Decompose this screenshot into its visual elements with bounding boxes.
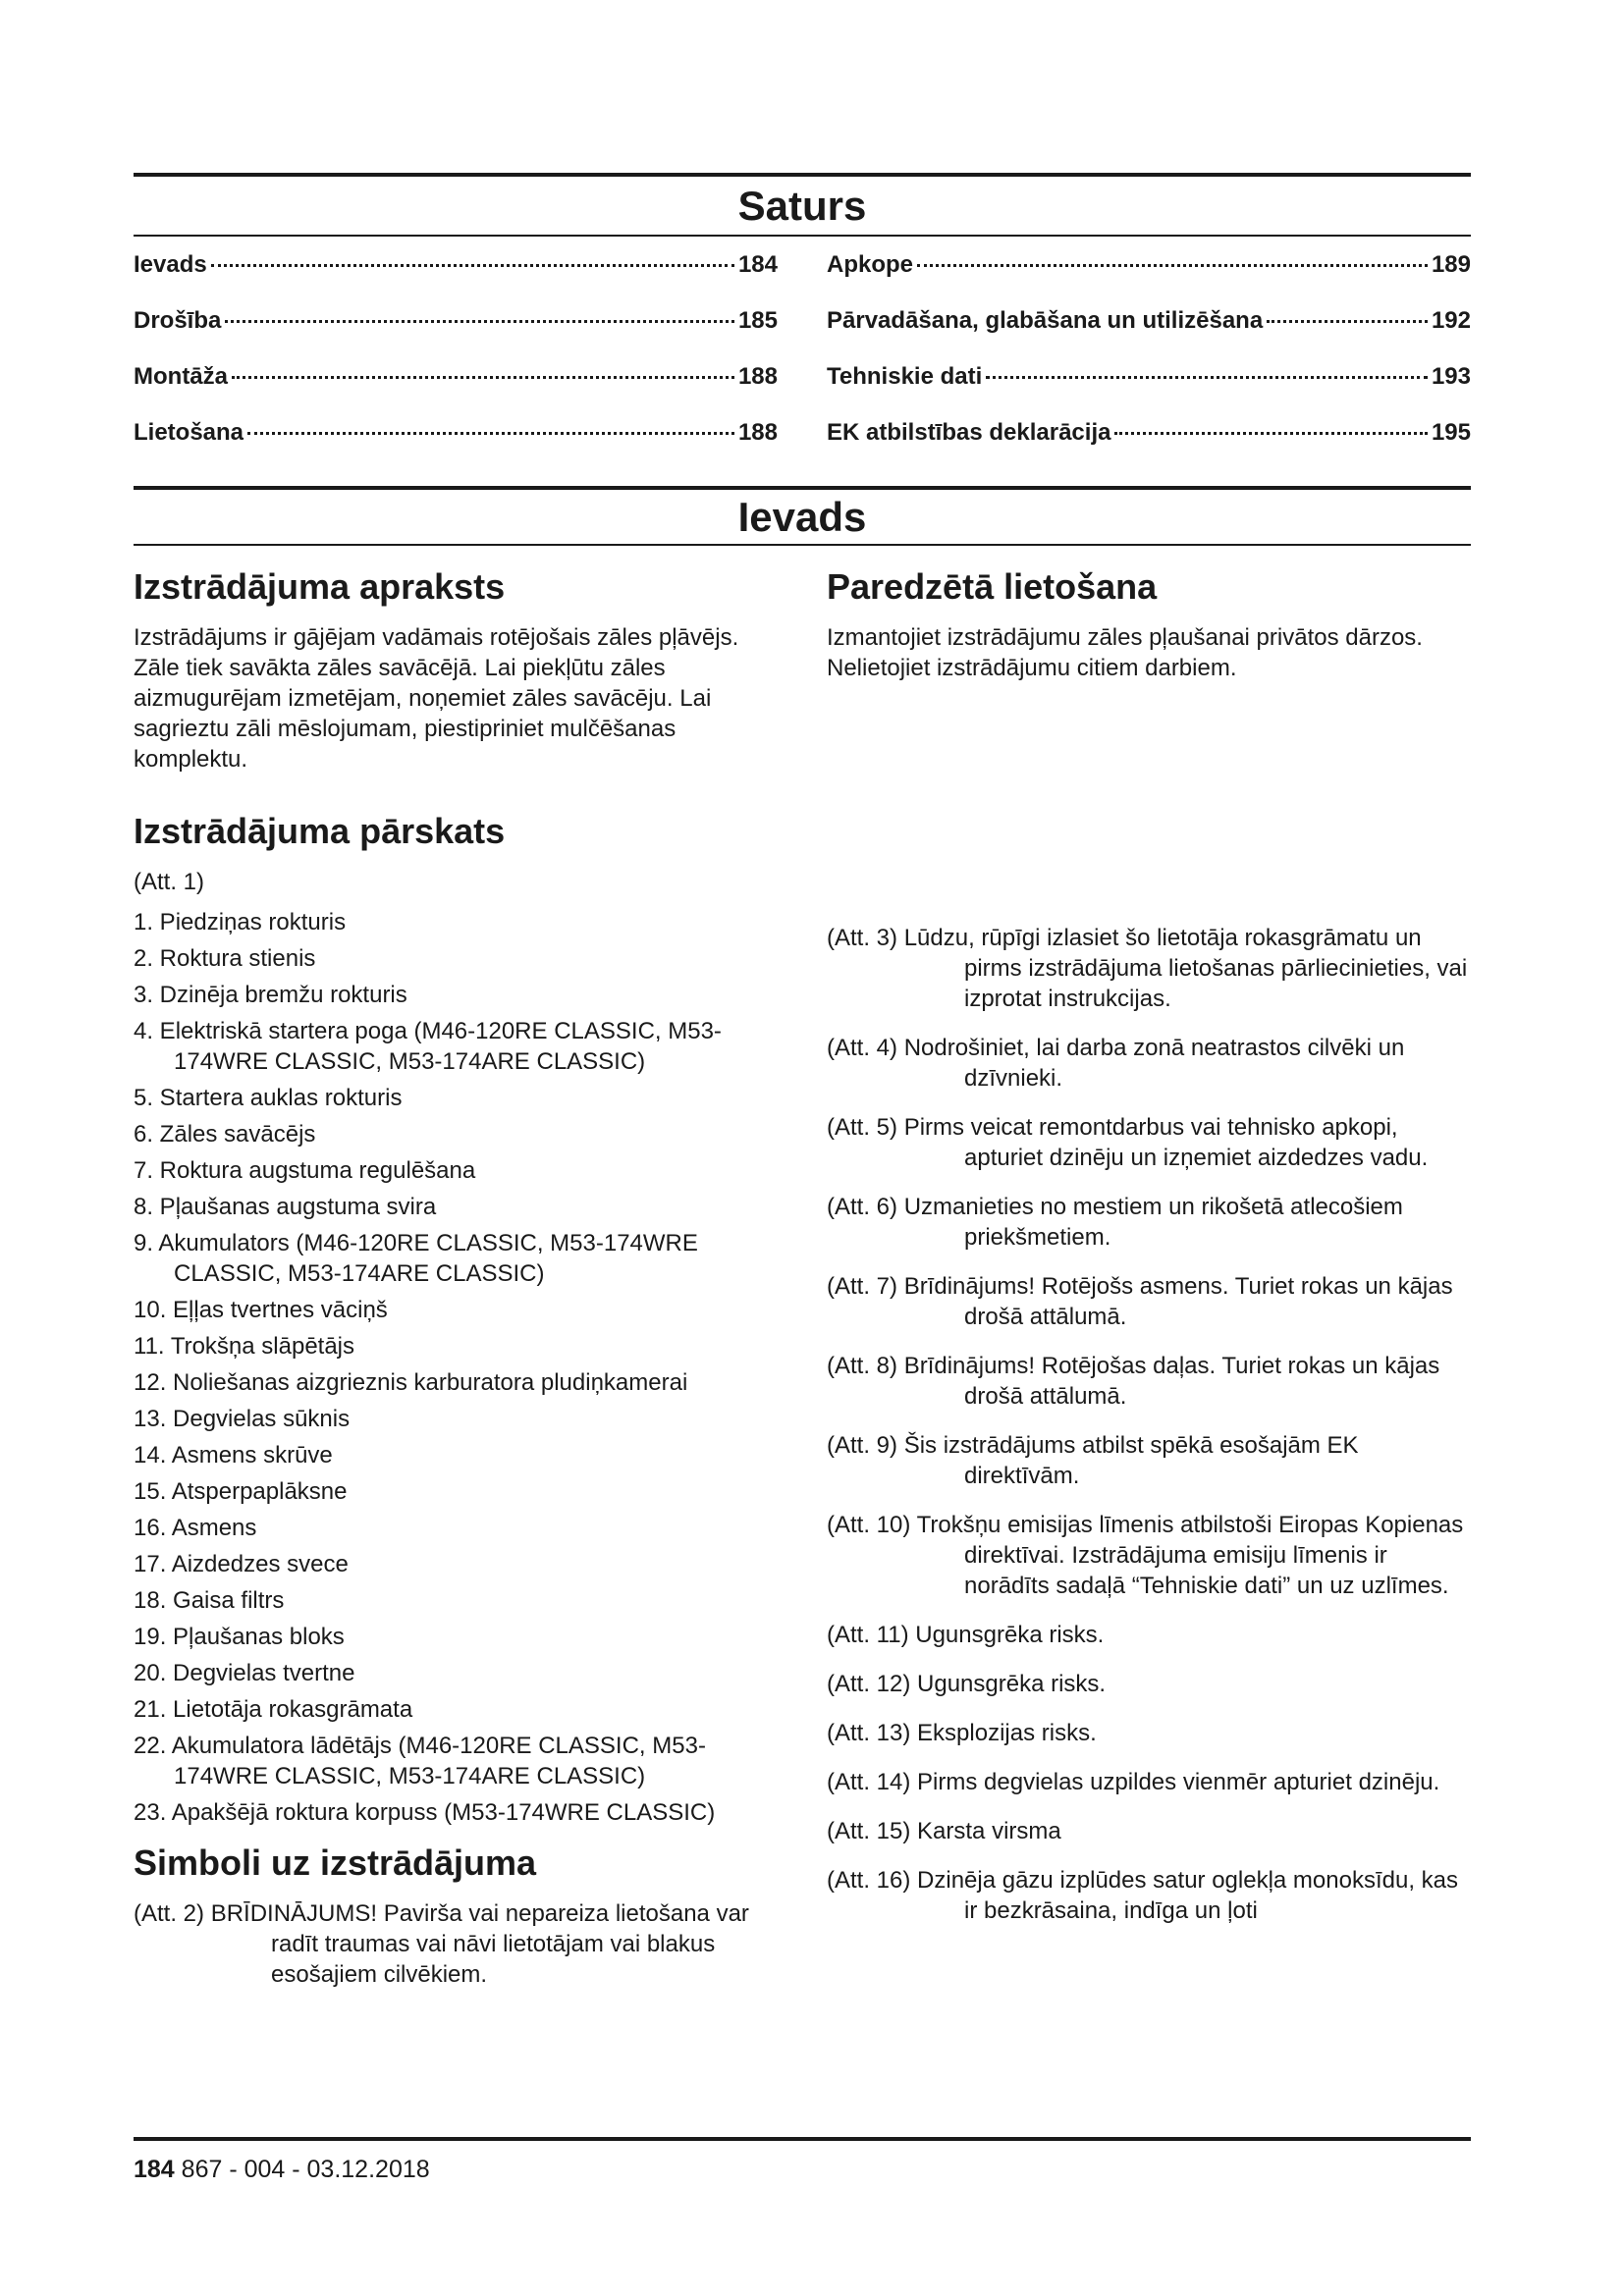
toc-dot-leader bbox=[1114, 432, 1427, 435]
symbol-entry bbox=[827, 1620, 1471, 1650]
symbol-text: Uzmanieties no mestiem un rikošetā atlecošiem priekšmetiem. bbox=[903, 1194, 1403, 1251]
list-item: 7. Roktura augstuma regulēšana bbox=[134, 1157, 476, 1184]
symbol-figure-ref: (Att. 5) bbox=[827, 1114, 898, 1141]
page-number: 184 bbox=[134, 2156, 175, 2183]
toc-entry[interactable] bbox=[134, 419, 778, 475]
toc-dot-leader bbox=[211, 264, 734, 267]
toc-entry-label: Apkope bbox=[827, 251, 914, 278]
list-item: 13. Degvielas sūknis bbox=[134, 1406, 351, 1432]
toc-entry-page: 195 bbox=[1431, 419, 1471, 446]
intended-use-heading: Paredzētā lietošana bbox=[827, 566, 1158, 607]
symbol-entry bbox=[827, 1112, 1471, 1173]
toc-entry-page: 193 bbox=[1431, 363, 1471, 390]
toc-entry-label: Ievads bbox=[134, 251, 207, 278]
list-item: 22. Akumulatora lādētājs (M46-120RE CLASSIC, M53-174WRE CLASSIC, M53-174ARE CLASSIC) bbox=[134, 1733, 706, 1789]
symbol-figure-ref: (Att. 9) bbox=[827, 1432, 898, 1459]
symbol-entry bbox=[827, 1669, 1471, 1699]
toc-entry-page: 188 bbox=[737, 419, 778, 446]
toc-dot-leader bbox=[917, 264, 1428, 267]
symbol-figure-ref: (Att. 16) bbox=[827, 1867, 911, 1894]
symbol-figure-ref: (Att. 11) bbox=[827, 1622, 909, 1648]
symbol-figure-ref: (Att. 10) bbox=[827, 1512, 911, 1538]
toc-entry-page: 185 bbox=[737, 307, 778, 334]
symbol-entry bbox=[827, 923, 1471, 1014]
toc-entry-label: Pārvadāšana, glabāšana un utilizēšana bbox=[827, 307, 1264, 334]
list-item: 14. Asmens skrūve bbox=[134, 1442, 333, 1468]
toc-dot-leader bbox=[225, 320, 734, 323]
page-footer bbox=[134, 2156, 430, 2184]
symbol-entry bbox=[827, 1718, 1471, 1748]
toc-entry[interactable] bbox=[134, 251, 778, 307]
symbol-figure-ref: (Att. 12) bbox=[827, 1671, 911, 1697]
symbol-entry bbox=[827, 1865, 1471, 1926]
symbol-entry bbox=[827, 1192, 1471, 1253]
list-item: 17. Aizdedzes svece bbox=[134, 1551, 349, 1577]
symbols-right-list bbox=[827, 923, 1471, 1945]
description-text: Izstrādājums ir gājējam vadāmais rotējošais zāles pļāvējs. Zāle tiek savākta zāles savācējā. Lai piekļūtu zāles aizmugurējam izmetējam, noņemiet zāles savācēju. Lai sagrieztu zāli mēslojumam, piestipriniet mulčēšanas komplektu. bbox=[134, 624, 739, 773]
list-item: 16. Asmens bbox=[134, 1515, 257, 1541]
symbol-text: Karsta virsma bbox=[917, 1818, 1061, 1844]
list-item: 12. Noliešanas aizgrieznis karburatora pludiņkamerai bbox=[134, 1369, 688, 1396]
toc-entry-label: EK atbilstības deklarācija bbox=[827, 419, 1111, 446]
symbols-left-list bbox=[134, 1898, 778, 1990]
toc-entry-page: 188 bbox=[737, 363, 778, 390]
symbol-entry bbox=[827, 1351, 1471, 1412]
list-item: 15. Atsperpaplāksne bbox=[134, 1478, 348, 1505]
symbol-figure-ref: (Att. 7) bbox=[827, 1273, 898, 1300]
symbol-entry bbox=[827, 1271, 1471, 1332]
toc-entry-label: Lietošana bbox=[134, 419, 244, 446]
toc-entry-page: 189 bbox=[1431, 251, 1471, 278]
list-item: 20. Degvielas tvertne bbox=[134, 1660, 355, 1686]
overview-figure-ref: (Att. 1) bbox=[134, 869, 205, 895]
symbol-text: Eksplozijas risks. bbox=[917, 1720, 1097, 1746]
toc-entry[interactable] bbox=[827, 251, 1471, 307]
overview-heading: Izstrādājuma pārskats bbox=[134, 811, 506, 851]
symbol-text: Brīdinājums! Rotējošas daļas. Turiet rokas un kājas drošā attālumā. bbox=[903, 1353, 1440, 1410]
toc-entry-page: 184 bbox=[737, 251, 778, 278]
symbol-text: Pirms degvielas uzpildes vienmēr apturiet dzinēju. bbox=[917, 1769, 1440, 1795]
list-item: 1. Piedziņas rokturis bbox=[134, 909, 347, 935]
list-item: 10. Eļļas tvertnes vāciņš bbox=[134, 1297, 388, 1323]
toc-dot-leader bbox=[247, 432, 734, 435]
list-item: 8. Pļaušanas augstuma svira bbox=[134, 1194, 437, 1220]
symbols-heading: Simboli uz izstrādājuma bbox=[134, 1842, 537, 1883]
toc-entry[interactable] bbox=[827, 419, 1471, 475]
footer-rule bbox=[134, 2137, 1471, 2141]
list-item: 21. Lietotāja rokasgrāmata bbox=[134, 1696, 413, 1723]
symbol-figure-ref: (Att. 15) bbox=[827, 1818, 911, 1844]
toc-entry[interactable] bbox=[134, 307, 778, 363]
symbol-text: Ugunsgrēka risks. bbox=[917, 1671, 1107, 1697]
description-heading: Izstrādājuma apraksts bbox=[134, 566, 506, 607]
intro-title-rule bbox=[134, 544, 1471, 546]
symbol-entry bbox=[827, 1430, 1471, 1491]
table-of-contents bbox=[134, 251, 1471, 475]
parts-list bbox=[134, 907, 778, 1828]
toc-title: Saturs bbox=[737, 183, 867, 229]
toc-title-rule bbox=[134, 235, 1471, 237]
symbol-figure-ref: (Att. 8) bbox=[827, 1353, 898, 1379]
symbol-entry bbox=[827, 1767, 1471, 1797]
list-item: 3. Dzinēja bremžu rokturis bbox=[134, 982, 407, 1008]
list-item: 23. Apakšējā roktura korpuss (M53-174WRE CLASSIC) bbox=[134, 1799, 716, 1826]
toc-entry[interactable] bbox=[827, 363, 1471, 419]
symbol-figure-ref: (Att. 3) bbox=[827, 925, 898, 951]
symbol-figure-ref: (Att. 13) bbox=[827, 1720, 911, 1746]
list-item: 18. Gaisa filtrs bbox=[134, 1587, 285, 1614]
toc-entry-label: Montāža bbox=[134, 363, 228, 390]
list-item: 6. Zāles savācējs bbox=[134, 1121, 316, 1148]
symbol-entry bbox=[827, 1510, 1471, 1601]
toc-dot-leader bbox=[986, 376, 1428, 379]
toc-dot-leader bbox=[1267, 320, 1428, 323]
intended-use-text: Izmantojiet izstrādājumu zāles pļaušanai privātos dārzos. Nelietojiet izstrādājumu citiem darbiem. bbox=[827, 624, 1423, 681]
toc-dot-leader bbox=[232, 376, 734, 379]
toc-entry[interactable] bbox=[134, 363, 778, 419]
symbol-text: Trokšņu emisijas līmenis atbilstoši Eiropas Kopienas direktīvai. Izstrādājuma emisiju līmenis ir norādīts sadaļā “Tehniskie dati” un uz uzlīmes. bbox=[916, 1512, 1464, 1599]
symbol-figure-ref: (Att. 2) bbox=[134, 1900, 205, 1927]
list-item: 11. Trokšņa slāpētājs bbox=[134, 1333, 355, 1360]
symbol-figure-ref: (Att. 6) bbox=[827, 1194, 898, 1220]
list-item: 19. Pļaušanas bloks bbox=[134, 1624, 345, 1650]
symbol-figure-ref: (Att. 4) bbox=[827, 1035, 898, 1061]
toc-entry-label: Drošība bbox=[134, 307, 222, 334]
symbol-text: BRĪDINĀJUMS! Pavirša vai nepareiza lietošana var radīt traumas vai nāvi lietotājam vai blakus esošajiem cilvēkiem. bbox=[210, 1900, 749, 1988]
list-item: 9. Akumulators (M46-120RE CLASSIC, M53-174WRE CLASSIC, M53-174ARE CLASSIC) bbox=[134, 1230, 698, 1287]
symbol-figure-ref: (Att. 14) bbox=[827, 1769, 911, 1795]
toc-entry[interactable] bbox=[827, 307, 1471, 363]
list-item: 2. Roktura stienis bbox=[134, 945, 316, 972]
list-item: 4. Elektriskā startera poga (M46-120RE CLASSIC, M53-174WRE CLASSIC, M53-174ARE CLASSIC) bbox=[134, 1018, 722, 1075]
intro-top-rule bbox=[134, 486, 1471, 490]
toc-entry-page: 192 bbox=[1431, 307, 1471, 334]
doc-info: 867 - 004 - 03.12.2018 bbox=[181, 2156, 430, 2183]
symbol-text: Ugunsgrēka risks. bbox=[915, 1622, 1105, 1648]
toc-top-rule bbox=[134, 173, 1471, 177]
symbol-text: Nodrošiniet, lai darba zonā neatrastos cilvēki un dzīvnieki. bbox=[903, 1035, 1405, 1092]
toc-entry-label: Tehniskie dati bbox=[827, 363, 983, 390]
left-column bbox=[134, 563, 778, 2008]
right-column bbox=[827, 563, 1471, 1924]
symbol-text: Pirms veicat remontdarbus vai tehnisko apkopi, apturiet dzinēju un izņemiet aizdedzes vadu. bbox=[903, 1114, 1429, 1171]
symbol-text: Lūdzu, rūpīgi izlasiet šo lietotāja rokasgrāmatu un pirms izstrādājuma lietošanas pārliecinieties, vai izprotat instrukcijas. bbox=[903, 925, 1468, 1012]
symbol-text: Šis izstrādājums atbilst spēkā esošajām EK direktīvām. bbox=[903, 1432, 1359, 1489]
symbol-text: Brīdinājums! Rotējošs asmens. Turiet rokas un kājas drošā attālumā. bbox=[903, 1273, 1453, 1330]
symbol-entry bbox=[827, 1033, 1471, 1094]
symbol-entry bbox=[827, 1816, 1471, 1846]
list-item: 5. Startera auklas rokturis bbox=[134, 1085, 403, 1111]
intro-title: Ievads bbox=[737, 494, 867, 540]
symbol-entry bbox=[134, 1898, 778, 1990]
symbol-text: Dzinēja gāzu izplūdes satur oglekļa monoksīdu, kas ir bezkrāsaina, indīga un ļoti bbox=[917, 1867, 1458, 1924]
